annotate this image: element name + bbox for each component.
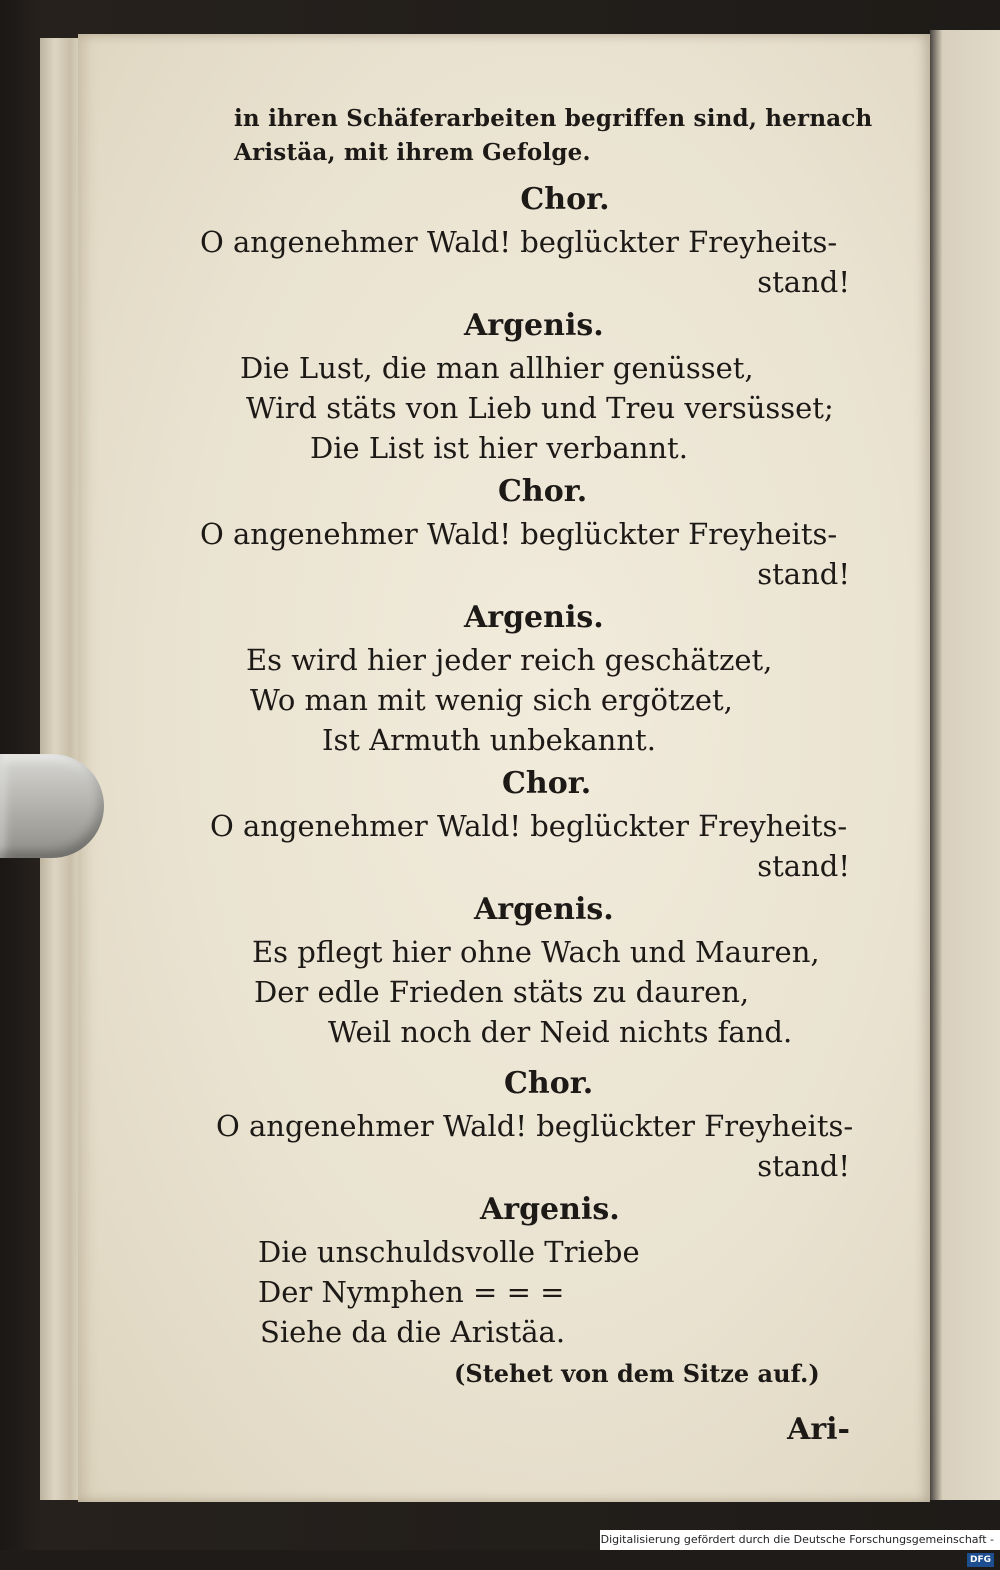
- verse-line: Die unschuldsvolle Triebe: [258, 1235, 640, 1269]
- chor-text: O angenehmer Wald! beglückter Freyheits-: [200, 225, 838, 259]
- dfg-logo: DFG: [967, 1553, 994, 1567]
- footer-text: Digitalisierung gefördert durch die Deutsche Forschungsgemeinschaft -: [600, 1533, 994, 1546]
- facing-page-edge: [930, 30, 1000, 1500]
- verse-line: Der Nymphen = = =: [258, 1275, 565, 1309]
- speaker-label: Argenis.: [464, 308, 604, 343]
- chor-continuation: stand!: [757, 265, 850, 299]
- catchword: Ari-: [787, 1412, 850, 1447]
- footer-credit: [600, 1530, 1000, 1565]
- verse-line: Die Lust, die man allhier genüsset,: [240, 351, 754, 385]
- intro-text: in ihren Schäferarbeiten begriffen sind, hernach Aristäa, mit ihrem Gefolge.: [234, 105, 873, 166]
- verse-line: Der edle Frieden stäts zu dauren,: [254, 975, 750, 1009]
- verse-line: Wo man mit wenig sich ergötzet,: [250, 683, 733, 717]
- stage-direction: (Stehet von dem Sitze auf.): [454, 1359, 820, 1388]
- page-clip: [0, 754, 104, 858]
- speaker-label: Chor.: [520, 182, 610, 217]
- speaker-label: Chor.: [504, 1066, 594, 1101]
- page-text: [200, 102, 890, 1450]
- chor-continuation: stand!: [757, 849, 850, 883]
- verse-line: Wird stäts von Lieb und Treu versüsset;: [246, 391, 834, 425]
- chor-continuation: stand!: [757, 557, 850, 591]
- speaker-label: Argenis.: [474, 892, 614, 927]
- chor-text: O angenehmer Wald! beglückter Freyheits-: [210, 809, 848, 843]
- verse-line: Siehe da die Aristäa.: [260, 1315, 566, 1349]
- speaker-label: Argenis.: [464, 600, 604, 635]
- verse-line: Ist Armuth unbekannt.: [322, 723, 656, 757]
- verse-line: Es pflegt hier ohne Wach und Mauren,: [252, 935, 820, 969]
- chor-text: O angenehmer Wald! beglückter Freyheits-: [200, 517, 838, 551]
- chor-text: O angenehmer Wald! beglückter Freyheits-: [216, 1109, 854, 1143]
- chor-line: [200, 222, 890, 262]
- speaker-label: Argenis.: [480, 1192, 620, 1227]
- verse-line: Weil noch der Neid nichts fand.: [328, 1015, 793, 1049]
- speaker-label: Chor.: [498, 474, 588, 509]
- verse-line: Die List ist hier verbannt.: [310, 431, 688, 465]
- chor-continuation: stand!: [757, 1149, 850, 1183]
- speaker-label: Chor.: [502, 766, 592, 801]
- verse-line: Es wird hier jeder reich geschätzet,: [246, 643, 773, 677]
